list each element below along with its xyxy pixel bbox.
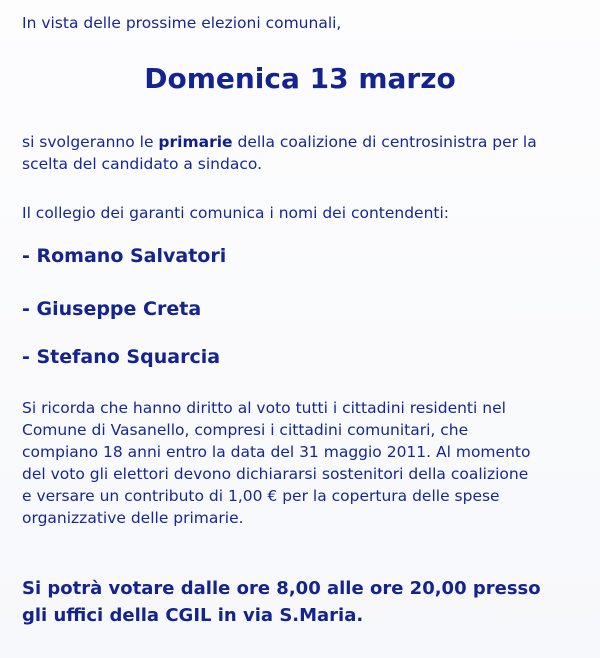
candidate-item: - Giuseppe Creta (22, 298, 202, 320)
notice-line: e versare un contributo di 1,00 € per la copertura delle spese (22, 487, 500, 505)
voting-hours-paragraph (22, 575, 541, 629)
voting-notice-paragraph (22, 397, 530, 529)
notice-line: organizzative delle primarie. (22, 509, 244, 527)
notice-line: del voto gli elettori devono dichiararsi sostenitori della coalizione (22, 465, 529, 483)
notice-line: compiano 18 anni entro la data del 31 maggio 2011. Al momento (22, 443, 531, 461)
garanti-text: Il collegio dei garanti comunica i nomi dei contendenti: (22, 204, 450, 222)
intro-text: In vista delle prossime elezioni comunali, (22, 14, 342, 32)
notice-line: Si ricorda che hanno diritto al voto tutti i cittadini residenti nel (22, 399, 506, 417)
candidate-item: - Romano Salvatori (22, 245, 227, 267)
candidate-item: - Stefano Squarcia (22, 346, 221, 368)
notice-line: Comune di Vasanello, compresi i cittadini comunitari, che (22, 421, 469, 439)
final-line: Si potrà votare dalle ore 8,00 alle ore 20,00 presso (22, 578, 541, 599)
announcement-paragraph (22, 131, 537, 175)
date-heading: Domenica 13 marzo (144, 62, 456, 95)
final-line: gli uffici della CGIL in via S.Maria. (22, 605, 364, 626)
announcement-line-1 (22, 131, 537, 153)
announcement-line-2: scelta del candidato a sindaco. (22, 155, 262, 173)
announcement-text-after: della coalizione di centrosinistra per la (232, 133, 537, 151)
primarie-emphasis: primarie (158, 133, 233, 151)
announcement-text-before: si svolgeranno le (22, 133, 159, 151)
